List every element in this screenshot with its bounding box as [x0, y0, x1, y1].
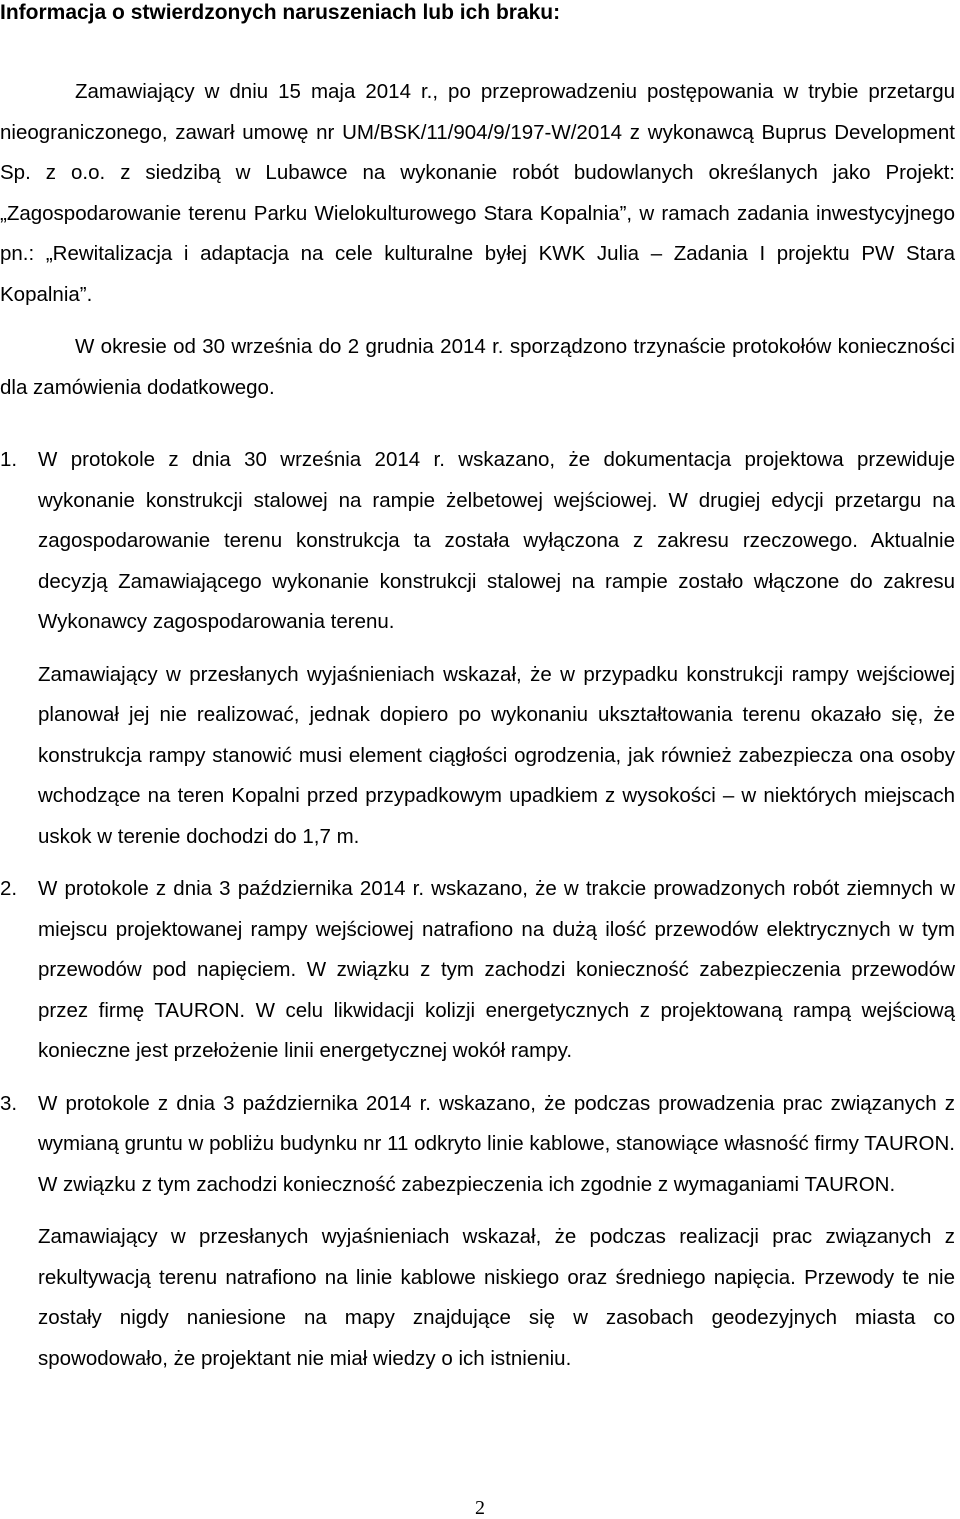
list-item	[0, 440, 955, 857]
intro-section	[0, 72, 955, 408]
list-item-number: 1.	[0, 448, 18, 471]
intro-paragraph: W okresie od 30 września do 2 grudnia 2014 r. sporządzono trzynaście protokołów konieczności dla zamówienia dodatkowego.	[0, 335, 955, 399]
section-heading: Informacja o stwierdzonych naruszeniach lub ich braku:	[0, 1, 561, 24]
list-item-number: 3.	[0, 1091, 18, 1115]
list-item	[0, 1084, 955, 1380]
page-number: 2	[475, 1497, 485, 1519]
list-item-paragraph: W protokole z dnia 30 września 2014 r. wskazano, że dokumentacja projektowa przewiduje wykonanie konstrukcji stalowej na rampie żelbetowej wejściowej. W drugiej edycji przetargu na zagospodarowanie terenu konstrukcja ta została wyłączona z zakresu rzeczowego. Aktualnie decyzją Zamawiającego wykonanie konstrukcji stalowej na rampie zostało włączone do zakresu Wykonawcy zagospodarowania terenu.	[38, 448, 955, 633]
list-item-paragraph: W protokole z dnia 3 października 2014 r. wskazano, że w trakcie prowadzonych robót ziemnych w miejscu projektowanej rampy wejściowej natrafiono na dużą ilość przewodów elektrycznych w tym przewodów pod napięciem. W związku z tym zachodzi konieczność zabezpieczenia przewodów przez firmę TAURON. W celu likwidacji kolizji energetycznych z projektowaną rampą wejściową konieczne jest przełożenie linii energetycznej wokół rampy.	[38, 877, 955, 1062]
list-item-body	[38, 1084, 955, 1380]
list-item-number: 2.	[0, 877, 18, 900]
list-item-paragraph: W protokole z dnia 3 października 2014 r. wskazano, że podczas prowadzenia prac związanych z wymianą gruntu w pobliżu budynku nr 11 odkryto linie kablowe, stanowiące własność firmy TAURON. W związku z tym zachodzi konieczność zabezpieczenia ich zgodnie z wymaganiami TAURON.	[38, 1091, 955, 1196]
list-item	[0, 869, 955, 1072]
list-item-body	[38, 440, 955, 857]
list-item-body	[38, 869, 955, 1072]
intro-paragraph: Zamawiający w dniu 15 maja 2014 r., po przeprowadzeniu postępowania w trybie przetargu nieograniczonego, zawarł umowę nr UM/BSK/11/904/9/197-W/2014 z wykonawcą Buprus Development Sp. z o.o. z siedzibą w Lubawce na wykonanie robót budowlanych określanych jako Projekt: „Zagospodarowanie terenu Parku Wielokulturowego Stara Kopalnia”, w ramach zadania inwestycyjnego pn.: „Rewitalizacja i adaptacja na cele kulturalne byłej KWK Julia – Zadania I projektu PW Stara Kopalnia”.	[0, 80, 955, 306]
list-item-paragraph: Zamawiający w przesłanych wyjaśnieniach wskazał, że w przypadku konstrukcji rampy wejściowej planował jej nie realizować, jednak dopiero po wykonaniu ukształtowania terenu okazało się, że konstrukcja rampy stanowić musi element ciągłości ogrodzenia, jak również zabezpiecza ona osoby wchodzące na teren Kopalni przed przypadkowym upadkiem z wysokości – w niektórych miejscach uskok w terenie dochodzi do 1,7 m.	[38, 662, 955, 848]
list-item-paragraph: Zamawiający w przesłanych wyjaśnieniach wskazał, że podczas realizacji prac związanych z rekultywacją terenu natrafiono na linie kablowe niskiego oraz średniego napięcia. Przewody te nie zostały nigdy naniesione na mapy znajdujące się w zasobach geodezyjnych miasta co spowodowało, że projektant nie miał wiedzy o ich istnieniu.	[38, 1225, 955, 1370]
protocol-list	[0, 440, 955, 1391]
